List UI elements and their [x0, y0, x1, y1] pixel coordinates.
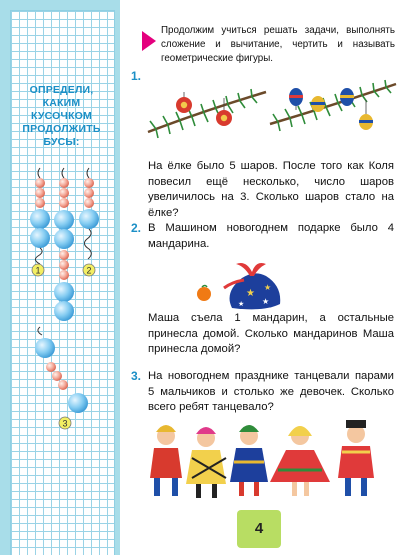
intro-text: Продолжим учиться решать задачи, выполнять сложение и вычитание, чертить и называть геометрические фигуры. [161, 25, 395, 64]
dancer-1 [150, 425, 182, 496]
option-2-text: 2 [86, 265, 92, 276]
svg-text:★: ★ [264, 283, 272, 292]
task-1-number: 1. [131, 69, 142, 83]
fir-branch-left [148, 89, 266, 138]
intro-arrow-icon [142, 31, 156, 51]
task-3-text: На новогоднем празднике танцевали парами 5 мальчиков и столько же девочек. Сколько всего ребят танцевало? [148, 370, 394, 414]
dancer-2 [186, 427, 226, 498]
title-line: КУСОЧКОМ [31, 110, 92, 122]
beads-sidebar [0, 0, 120, 555]
svg-text:★: ★ [246, 288, 255, 299]
option-2-label[interactable] [83, 264, 95, 276]
task-2-text-b: Маша съела 1 мандарин, а остальные принесла домой. Сколько мандаринов Маша принесла домой? [148, 312, 394, 356]
bead-strand-left [30, 168, 50, 264]
task-2-text-a: В Машином новогоднем подарке было 4 мандарина. [148, 222, 394, 250]
dancing-children-illustration [144, 418, 400, 502]
gift-bag-icon [224, 263, 280, 309]
gift-and-tangerine-illustration [184, 252, 314, 314]
dancer-5 [338, 420, 374, 496]
title-line: ПРОДОЛЖИТЬ [22, 123, 101, 135]
svg-text:★: ★ [262, 297, 270, 306]
option-1-text: 1 [35, 265, 41, 276]
dancer-4 [270, 426, 330, 496]
dancer-3 [230, 425, 268, 496]
bead-strand-middle [54, 168, 74, 321]
fir-branch-right [270, 80, 396, 131]
bead-strand-bottom [35, 327, 88, 413]
tangerine-icon [197, 286, 211, 302]
task-2-number: 2. [131, 221, 142, 235]
svg-text:★: ★ [238, 300, 245, 308]
option-3-text: 3 [62, 418, 68, 429]
title-line: КАКИМ [42, 97, 81, 109]
title-line: БУСЫ: [43, 136, 80, 148]
option-3-label[interactable] [59, 417, 71, 429]
option-1-label[interactable] [32, 264, 44, 276]
beads-illustration [0, 0, 120, 555]
task-3-number: 3. [131, 369, 142, 383]
page-number: 4 [237, 510, 281, 548]
task-1-text: На ёлке было 5 шаров. После того как Коля повесил ещё несколько, число шаров увеличилось на 3. Сколько шаров стало на ёлке? [148, 160, 394, 219]
fir-branches-illustration [146, 70, 398, 152]
bead-strand-right [79, 168, 99, 259]
title-line: ОПРЕДЕЛИ, [29, 84, 94, 96]
